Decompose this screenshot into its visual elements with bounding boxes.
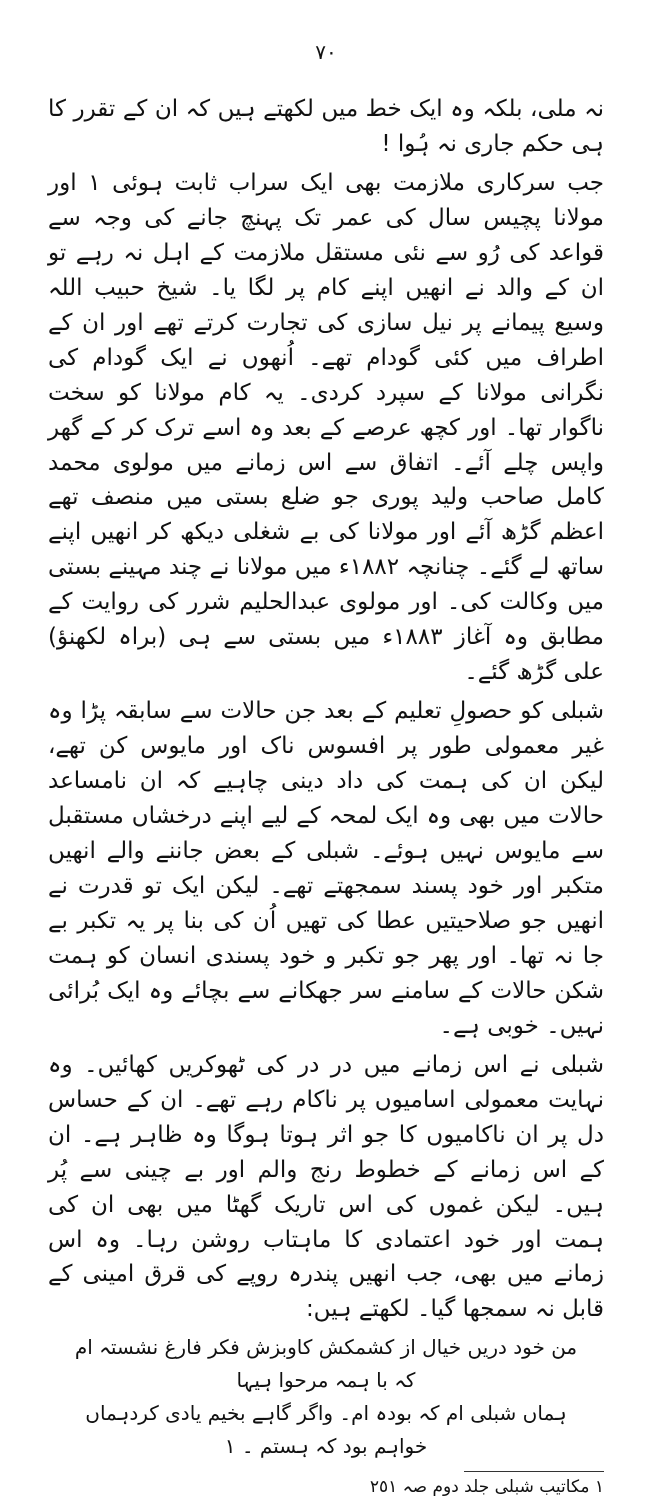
page-number: ٧٠	[315, 40, 337, 64]
quote-line: من خود دریں خیال از کشمکش کاوبزش فکر فارغ نشستہ ام کہ با ہمہ مرحوا ہیہا	[74, 1335, 578, 1393]
main-text	[48, 92, 604, 1327]
paragraph: جب سرکاری ملازمت بھی ایک سراب ثابت ہوئی ١ اور مولانا پچیس سال کی عمر تک پہنچ جانے کی وجہ سے قواعد کی رُو سے نئی مستقل ملازمت کے اہل نہ رہے تو ان کے والد نے انھیں اپنے کام پر لگا یا۔ شیخ حبیب اللہ وسیع پیمانے پر نیل سازی کی تجارت کرتے تھے اور ان کے اطراف میں کئی گودام تھے۔ اُنھوں نے ایک گودام کی نگرانی مولانا کے سپرد کردی۔ یہ کام مولانا کو سخت ناگوار تھا۔ اور کچھ عرصے کے بعد وہ اسے ترک کر کے گھر واپس چلے آئے۔ اتفاق سے اس زمانے میں مولوی محمد کامل صاحب ولید پوری جو ضلع بستی میں منصف تھے اعظم گڑھ آئے اور مولانا کی بے شغلی دیکھ کر انھیں اپنے ساتھ لے گئے۔ چنانچہ ١٨٨٢ء میں مولانا نے چند مہینے بستی میں وکالت کی۔ اور مولوی عبدالحلیم شرر کی روایت کے مطابق وہ آغاز ١٨٨٣ء میں بستی سے ہی (براہ لکھنؤ) علی گڑھ گئے۔	[48, 169, 604, 686]
paragraph: نہ ملی، بلکہ وہ ایک خط میں لکھتے ہیں کہ ان کے تقرر کا ہی حکم جاری نہ ہُوا !	[48, 96, 604, 157]
paragraph: شبلی کو حصولِ تعلیم کے بعد جن حالات سے سابقہ پڑا وہ غیر معمولی طور پر افسوس ناک اور مایوس کن تھے، لیکن ان کی ہمت کی داد دینی چاہیے کہ ان نامساعد حالات میں بھی وہ ایک لمحہ کے لیے اپنے درخشاں مستقبل سے مایوس نہیں ہوئے۔ شبلی کے بعض جاننے والے انھیں متکبر اور خود پسند سمجھتے تھے۔ لیکن ایک تو قدرت نے انھیں جو صلاحیتیں عطا کی تھیں اُن کی بنا پر یہ تکبر بے جا نہ تھا۔ اور پھر جو تکبر و خود پسندی انسان کو ہمت شکن حالات کے سامنے سر جھکانے سے بچائے وہ ایک بُرائی نہیں۔ خوبی ہے۔	[48, 698, 604, 1039]
footnote-divider	[464, 1471, 604, 1472]
persian-quote	[68, 1331, 584, 1463]
footnote: ١ مکاتیب شبلی جلد دوم صہ ٢٥١	[369, 1477, 604, 1498]
paragraph: شبلی نے اس زمانے میں در در کی ٹھوکریں کھائیں۔ وہ نہایت معمولی اسامیوں پر ناکام رہے تھے۔ ان کے حساس دل پر ان ناکامیوں کا جو اثر ہوتا ہوگا وہ ظاہر ہے۔ ان کے اس زمانے کے خطوط رنج والم اور بے چینی سے پُر ہیں۔ لیکن غموں کی اس تاریک گھٹا میں بھی ان کی ہمت اور خود اعتمادی کا ماہتاب روشن رہا۔ وہ اس زمانے میں بھی، جب انھیں پندرہ روپے کی قرق امینی کے قابل نہ سمجھا گیا۔ لکھتے ہیں:	[48, 1051, 604, 1323]
quote-line: ہماں شبلی ام کہ بودہ ام۔ واگر گاہے بخیم یادی کردہماں خواہم بود کہ ہستم ۔ ١	[85, 1401, 567, 1459]
